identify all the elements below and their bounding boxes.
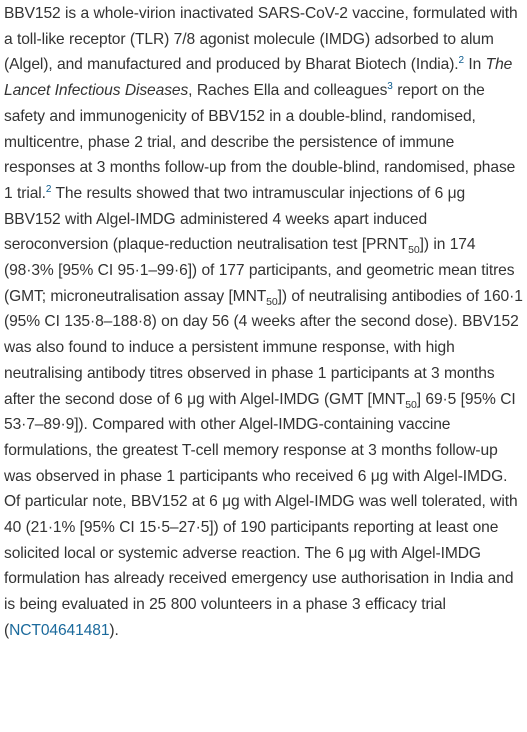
text-segment: ] 69·5 [95% CI 53·7–89·9]). Compared with other Algel-IMDG-containing vaccine formulations, the greatest T-cell memory response at 3 months follow-up was observed in phase 1 participants who received 6 μg with Algel-IMDG. Of particular note, BBV152 at 6 μg with Algel-IMDG was well tolerated, with 40 (21·1% [95% CI 15·5–27·5]) of 190 participants reporting at least one solicited local or systemic adverse reaction. The 6 μg with Algel-IMDG formulation has already received emergency use authorisation in India and is being evaluated in 25 800 volunteers in a phase 3 efficacy trial (: [4, 390, 518, 639]
subscript: 50: [408, 244, 420, 257]
reference-link[interactable]: 2: [458, 55, 464, 67]
subscript: 50: [266, 295, 278, 308]
text-segment: , Raches Ella and colleagues: [188, 82, 388, 100]
article-body: [4, 1, 523, 644]
text-segment: ).: [109, 621, 119, 639]
text-segment: ]) of neutralising antibodies of 160·1 (95% CI 135·8–188·8) on day 56 (4 weeks after the second dose). BBV152 was also found to induce a persistent immune response, with high neutralising antibody titres observed in phase 1 participants at 3 months after the second dose of 6 μg with Algel-IMDG (GMT [MNT: [4, 287, 523, 408]
text-segment: The results showed that two intramuscular injections of 6 μg BBV152 with Algel-IMDG administered 4 weeks apart induced seroconversion (plaque-reduction neutralisation test [PRNT: [4, 184, 466, 254]
article-paragraph: [4, 1, 523, 644]
text-segment: In: [464, 56, 486, 74]
text-segment: BBV152 is a whole-virion inactivated SARS-CoV-2 vaccine, formulated with a toll-like receptor (TLR) 7/8 agonist molecule (IMDG) adsorbed to alum (Algel), and manufactured and produced by Bharat Biotech (India).: [4, 5, 518, 74]
reference-link[interactable]: 2: [45, 183, 52, 195]
trial-registry-link[interactable]: NCT04641481: [9, 621, 110, 639]
text-segment: report on the safety and immunogenicity of BBV152 in a double-blind, randomised, multicentre, phase 2 trial, and describe the persistence of immune responses at 3 months follow-up from the double-blind, randomised, phase 1 trial.: [4, 82, 516, 202]
reference-link[interactable]: 3: [387, 80, 393, 92]
subscript: 50: [405, 398, 417, 411]
text-segment: ]) in 174 (98·3% [95% CI 95·1–99·6]) of 177 participants, and geometric mean titres (GMT; microneutralisation assay [MNT: [4, 236, 515, 305]
journal-title: The Lancet Infectious Diseases: [4, 56, 513, 100]
